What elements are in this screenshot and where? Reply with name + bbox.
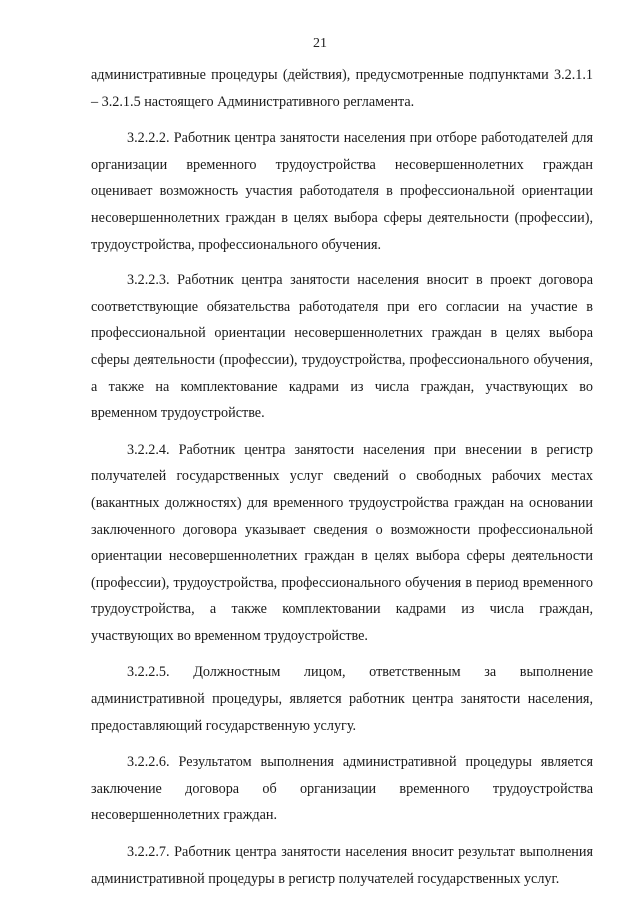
paragraph-continuation: административные процедуры (действия), предусмотренные подпунктами 3.2.1.1 – 3.2.1.5 настоящего Административного регламента. [91,67,593,110]
paragraph-3-2-2-3: 3.2.2.3. Работник центра занятости населения вносит в проект договора соответствующие обязательства работодателя при его согласии на участие в профессиональной ориентации несовершеннолетних граждан в целях выбора сферы деятельности (профессии), трудоустройства, профессионального обучения, а также на комплектование кадрами из числа граждан, участвующих во временном трудоустройстве. [91,272,593,422]
paragraph-3-2-2-4: 3.2.2.4. Работник центра занятости населения при внесении в регистр получателей государственных услуг сведений о свободных рабочих местах (вакантных должностях) для временного трудоустройства граждан на основании заключенного договора указывает сведения о возможности профессиональной ориентации несовершеннолетних граждан в целях выбора сферы деятельности (профессии), трудоустройства, профессионального обучения в период временного трудоустройства, а также комплектовании кадрами из числа граждан, участвующих во временном трудоустройстве. [91,441,593,644]
paragraph-3-2-2-2: 3.2.2.2. Работник центра занятости населения при отборе работодателей для организации временного трудоустройства несовершеннолетних граждан оценивает возможность участия работодателя в профессиональной ориентации несовершеннолетних граждан в целях выбора сферы деятельности (профессии), трудоустройства, профессионального обучения. [91,130,593,253]
paragraph-3-2-2-6: 3.2.2.6. Результатом выполнения административной процедуры является заключение договора об организации временного трудоустройства несовершеннолетних граждан. [91,754,593,824]
document-body [91,62,593,892]
page-number: 21 [313,36,327,51]
paragraph-3-2-2-5: 3.2.2.5. Должностным лицом, ответственным за выполнение административной процедуры, является работник центра занятости населения, предоставляющий государственную услугу. [91,664,593,734]
paragraph-3-2-2-7: 3.2.2.7. Работник центра занятости населения вносит результат выполнения административной процедуры в регистр получателей государственных услуг. [91,844,593,887]
